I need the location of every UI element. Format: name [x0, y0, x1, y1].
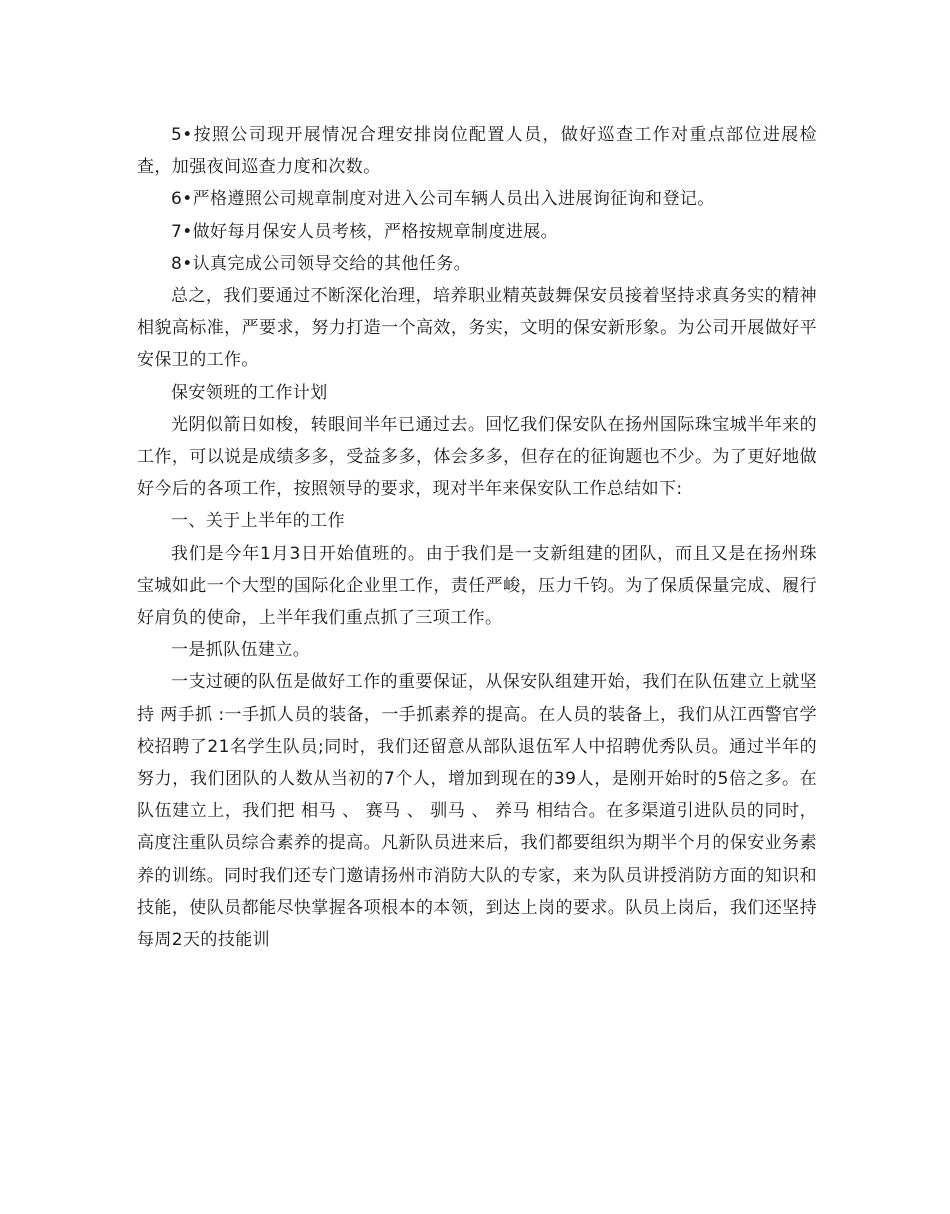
paragraph-summary: 总之，我们要通过不断深化治理，培养职业精英鼓舞保安员接着坚持求真务实的精神相貌高标准，严要求，努力打造一个高效，务实，文明的保安新形象。为公司开展做好平安保卫的工作。 — [137, 286, 817, 371]
paragraph-item-7: 7•做好每月保安人员考核，严格按规章制度进展。 — [171, 221, 559, 242]
paragraph-item-5: 5•按照公司现开展情况合理安排岗位配置人员，做好巡查工作对重点部位进展检查，加强夜间巡查力度和次数。 — [137, 125, 817, 178]
paragraph-item-8: 8•认真完成公司领导交给的其他任务。 — [171, 253, 472, 274]
paragraph-team-building: 一支过硬的队伍是做好工作的重要保证，从保安队组建开始，我们在队伍建立上就坚持 两手抓 :一手抓人员的装备，一手抓素养的提高。在人员的装备上，我们从江西警官学校招聘了21名学生队员;同时，我们还留意从部队退伍军人中招聘优秀队员。通过半年的努力，我们团队的人数从当初的7个人，增加到现在的39人，是刚开始时的5倍之多。在队伍建立上，我们把 相马 、 赛马 、 驯马 、 养马 相结合。在多渠道引进队员的同时，高度注重队员综合素养的提高。凡新队员进来后，我们都要组织为期半个月的保安业务素养的训练。同时我们还专门邀请扬州市消防大队的专家，来为队员讲授消防方面的知识和技能，使队员都能尽快掌握各项根本的本领，到达上岗的要求。队员上岗后，我们还坚持每周2天的技能训 — [137, 672, 817, 951]
subheading-team-building: 一是抓队伍建立。 — [171, 640, 311, 661]
paragraph-intro: 光阴似箭日如梭，转眼间半年已通过去。回忆我们保安队在扬州国际珠宝城半年来的工作，可以说是成绩多多，受益多多，体会多多，但存在的征询题也不少。为了更好地做好今后的各项工作，按照领导的要求，现对半年来保安队工作总结如下: — [137, 414, 817, 500]
paragraph-item-6: 6•严格遵照公司规章制度对进入公司车辆人员出入进展询征询和登记。 — [171, 189, 715, 210]
paragraph-start-duty: 我们是今年1月3日开始值班的。由于我们是一支新组建的团队，而且又是在扬州珠宝城如此一个大型的国际化企业里工作，责任严峻，压力千钧。为了保质保量完成、履行好肩负的使命，上半年我们重点抓了三项工作。 — [137, 543, 817, 629]
document-body — [137, 119, 817, 956]
section-title: 保安领班的工作计划 — [171, 382, 328, 403]
section-heading-first-half: 一、关于上半年的工作 — [171, 511, 345, 532]
